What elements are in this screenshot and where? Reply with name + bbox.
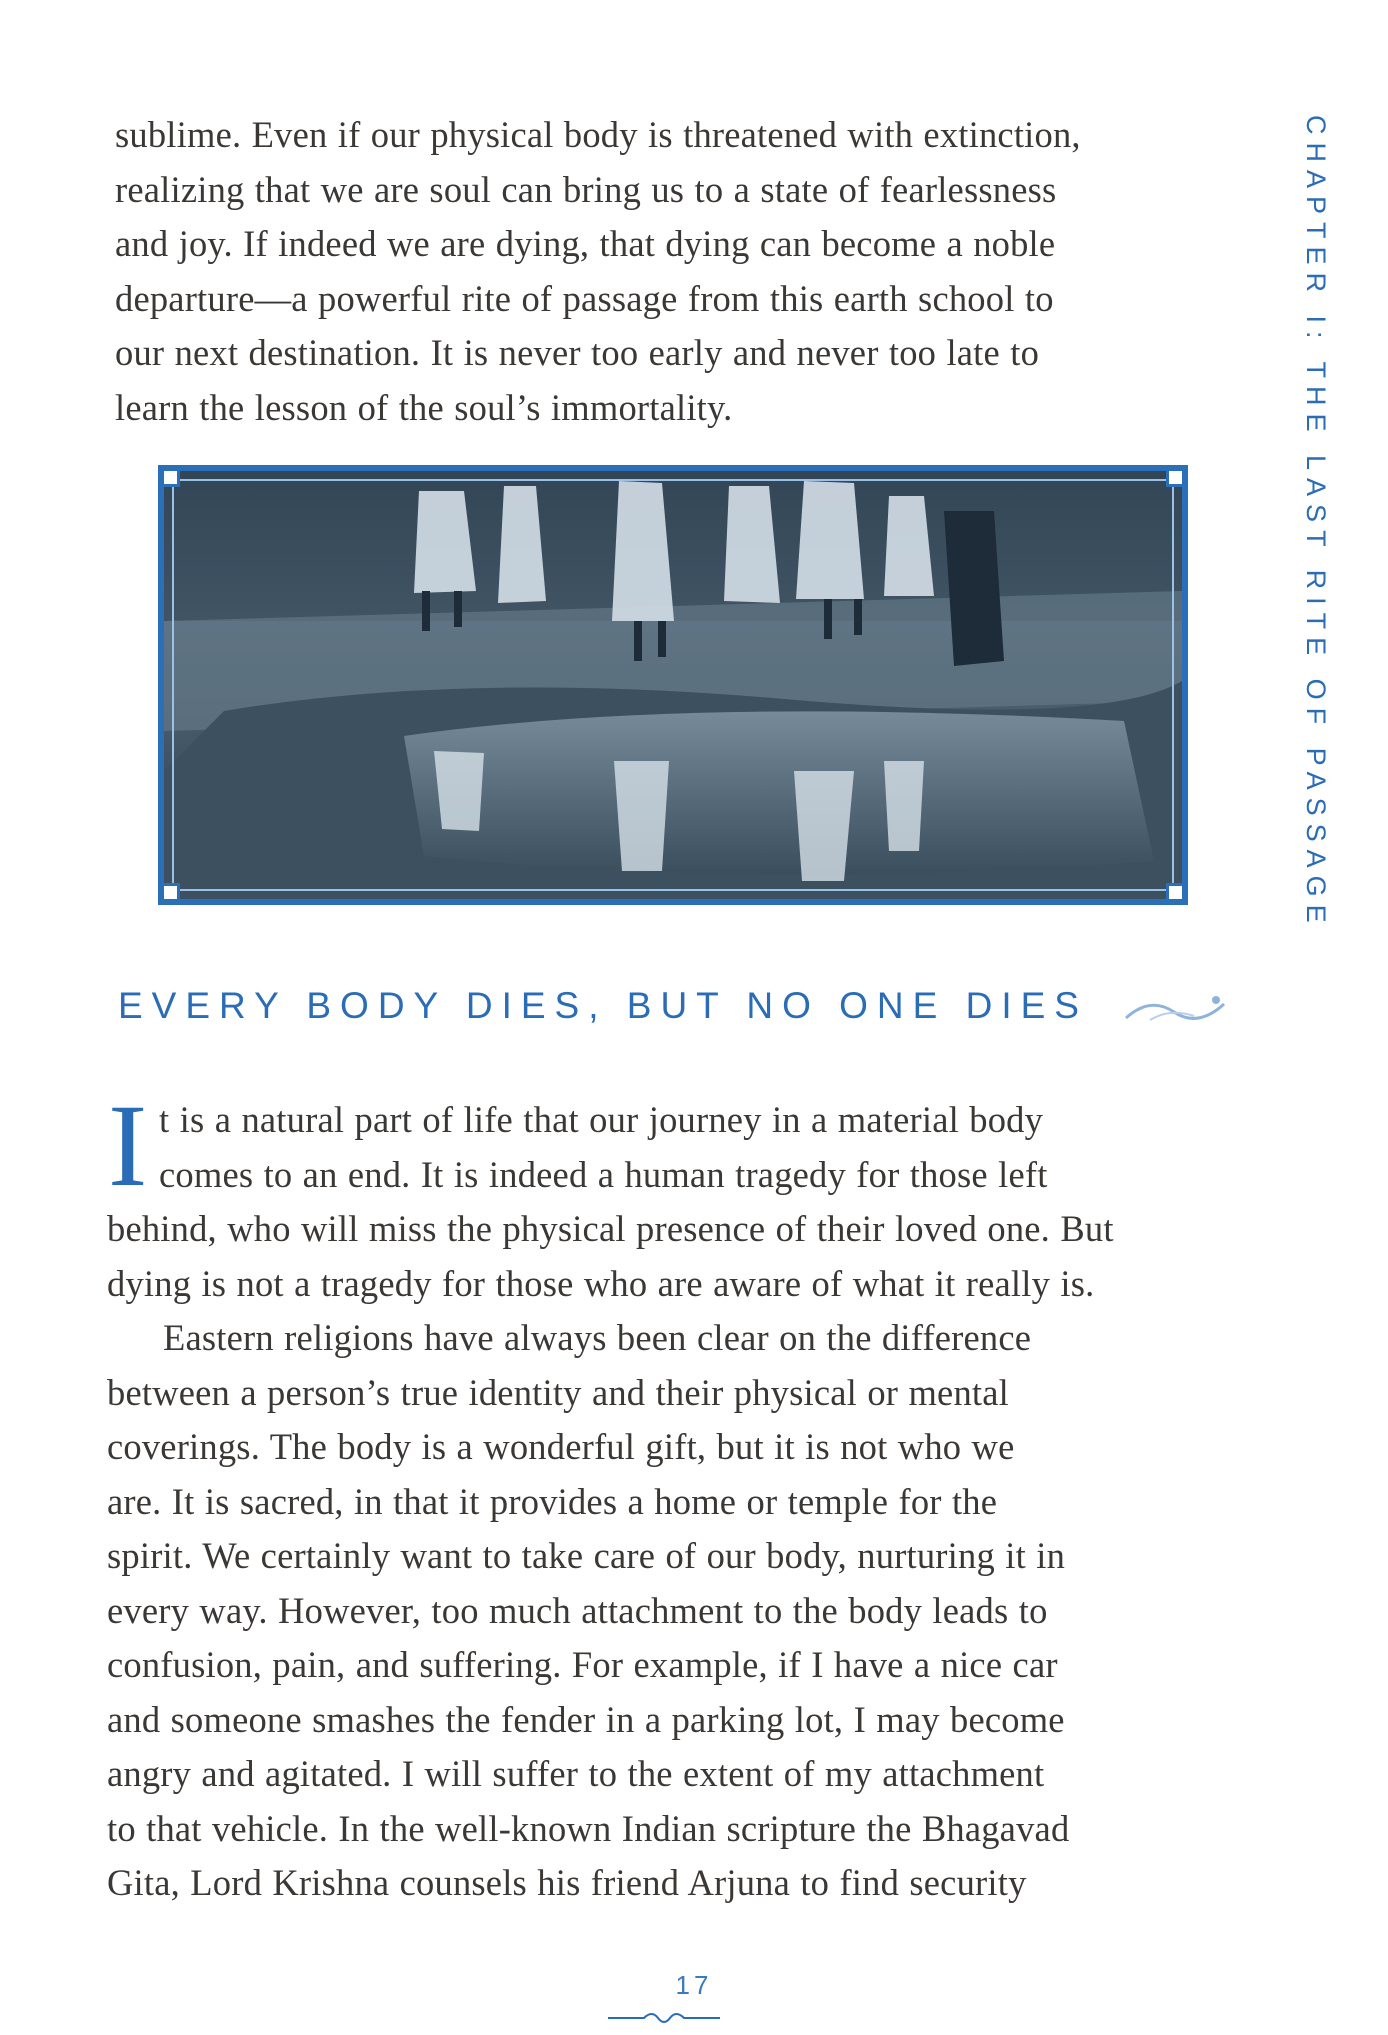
text-line: dying is not a tragedy for those who are aware of what it really is. (107, 1262, 1095, 1304)
text-line: confusion, pain, and suffering. For example, if I have a nice car (107, 1644, 1058, 1685)
flourish-ornament-icon (1120, 990, 1230, 1030)
text-line: comes to an end. It is indeed a human tragedy for those left (159, 1153, 1048, 1195)
text-line: departure—a powerful rite of passage from this earth school to (115, 277, 1054, 319)
frame-corner-ornament (1166, 465, 1188, 487)
text-line: learn the lesson of the soul’s immortality. (115, 386, 733, 428)
text-line: Gita, Lord Krishna counsels his friend Arjuna to find security (107, 1862, 1027, 1903)
page-number: 17 (675, 1970, 713, 2000)
section-heading: EVERY BODY DIES, BUT NO ONE DIES (118, 985, 1088, 1026)
text-line: sublime. Even if our physical body is threatened with extinction, (115, 114, 1081, 155)
text-line: angry and agitated. I will suffer to the extent of my attachment (107, 1753, 1045, 1794)
photo-procession-reflection (158, 465, 1188, 905)
text-line: and someone smashes the fender in a parking lot, I may become (107, 1698, 1065, 1740)
text-line: our next destination. It is never too early and never too late to (115, 332, 1040, 373)
frame-corner-ornament (158, 465, 180, 487)
drop-cap: I (108, 1080, 148, 1211)
text-line: are. It is sacred, in that it provides a home or temple for the (107, 1480, 998, 1522)
text-line: between a person’s true identity and their physical or mental (107, 1371, 1009, 1413)
chapter-running-head: CHAPTER I: THE LAST RITE OF PASSAGE (1301, 115, 1331, 931)
frame-corner-ornament (158, 883, 180, 905)
frame-corner-ornament (1166, 883, 1188, 905)
text-line: t is a natural part of life that our journey in a material body (159, 1099, 1044, 1140)
text-line: realizing that we are soul can bring us to a state of fearlessness (115, 168, 1057, 210)
text-line: spirit. We certainly want to take care of our body, nurturing it in (107, 1535, 1066, 1576)
text-line: every way. However, too much attachment to the body leads to (107, 1589, 1048, 1631)
text-line: to that vehicle. In the well-known Indian scripture the Bhagavad (107, 1807, 1070, 1849)
text-line: coverings. The body is a wonderful gift, but it is not who we (107, 1426, 1015, 1467)
text-line: and joy. If indeed we are dying, that dying can become a noble (115, 223, 1056, 264)
body-text (107, 1093, 1114, 1911)
text-line: behind, who will miss the physical presence of their loved one. But (107, 1208, 1114, 1249)
top-paragraph (115, 108, 1081, 435)
footer-flourish-icon (604, 2008, 724, 2026)
photo-image (164, 471, 1182, 899)
text-line: Eastern religions have always been clear on the difference (163, 1317, 1032, 1358)
